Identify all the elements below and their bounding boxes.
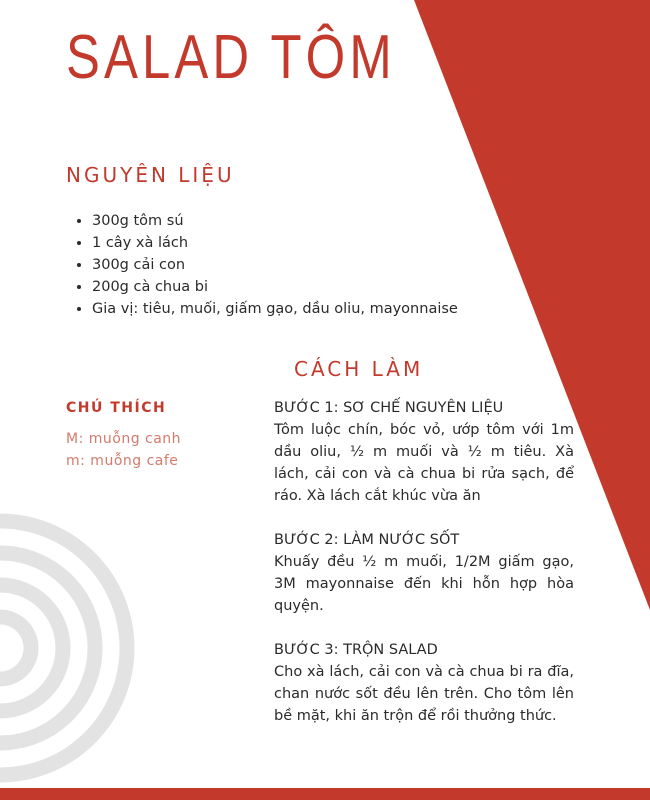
step-1: [274, 397, 574, 507]
step-title: BƯỚC 3: TRỘN SALAD: [274, 642, 438, 658]
bottom-accent-bar: [0, 788, 650, 800]
method-steps: [274, 397, 574, 749]
notes-section: [66, 400, 256, 472]
ingredient-item: • 1 cây xà lách: [92, 232, 552, 254]
ingredient-item: • Gia vị: tiêu, muối, giấm gạo, dầu oliu, mayonnaise: [92, 298, 552, 320]
step-text: Cho xà lách, cải con và cà chua bi ra đĩa, chan nước sốt đều lên trên. Cho tôm lên bề mặt, khi ăn trộn để rồi thưởng thức.: [274, 664, 574, 724]
notes-line: m: muỗng cafe: [66, 453, 179, 469]
ingredient-item: • 200g cà chua bi: [92, 276, 552, 298]
step-3: [274, 639, 574, 727]
ingredient-item: • 300g cải con: [92, 254, 552, 276]
ingredient-item: • 300g tôm sú: [92, 210, 552, 232]
method-heading: CÁCH LÀM: [294, 357, 424, 381]
step-title: BƯỚC 2: LÀM NƯỚC SỐT: [274, 532, 460, 548]
ingredients-list: [66, 210, 552, 320]
step-text: Khuấy đều ½ m muối, 1/2M giấm gạo, 3M mayonnaise đến khi hỗn hợp hòa quyện.: [274, 554, 574, 614]
step-2: [274, 529, 574, 617]
recipe-title: SALAD TÔM: [66, 23, 396, 92]
step-text: Tôm luộc chín, bóc vỏ, ướp tôm với 1m dầu oliu, ½ m muối và ½ m tiêu. Xà lách, cải con và cà chua bi rửa sạch, để ráo. Xà lách cắt khúc vừa ăn: [274, 422, 574, 504]
notes-line: M: muỗng canh: [66, 431, 182, 447]
ingredients-heading: NGUYÊN LIỆU: [66, 163, 235, 187]
step-title: BƯỚC 1: SƠ CHẾ NGUYÊN LIỆU: [274, 400, 504, 416]
notes-heading: CHÚ THÍCH: [66, 400, 167, 416]
